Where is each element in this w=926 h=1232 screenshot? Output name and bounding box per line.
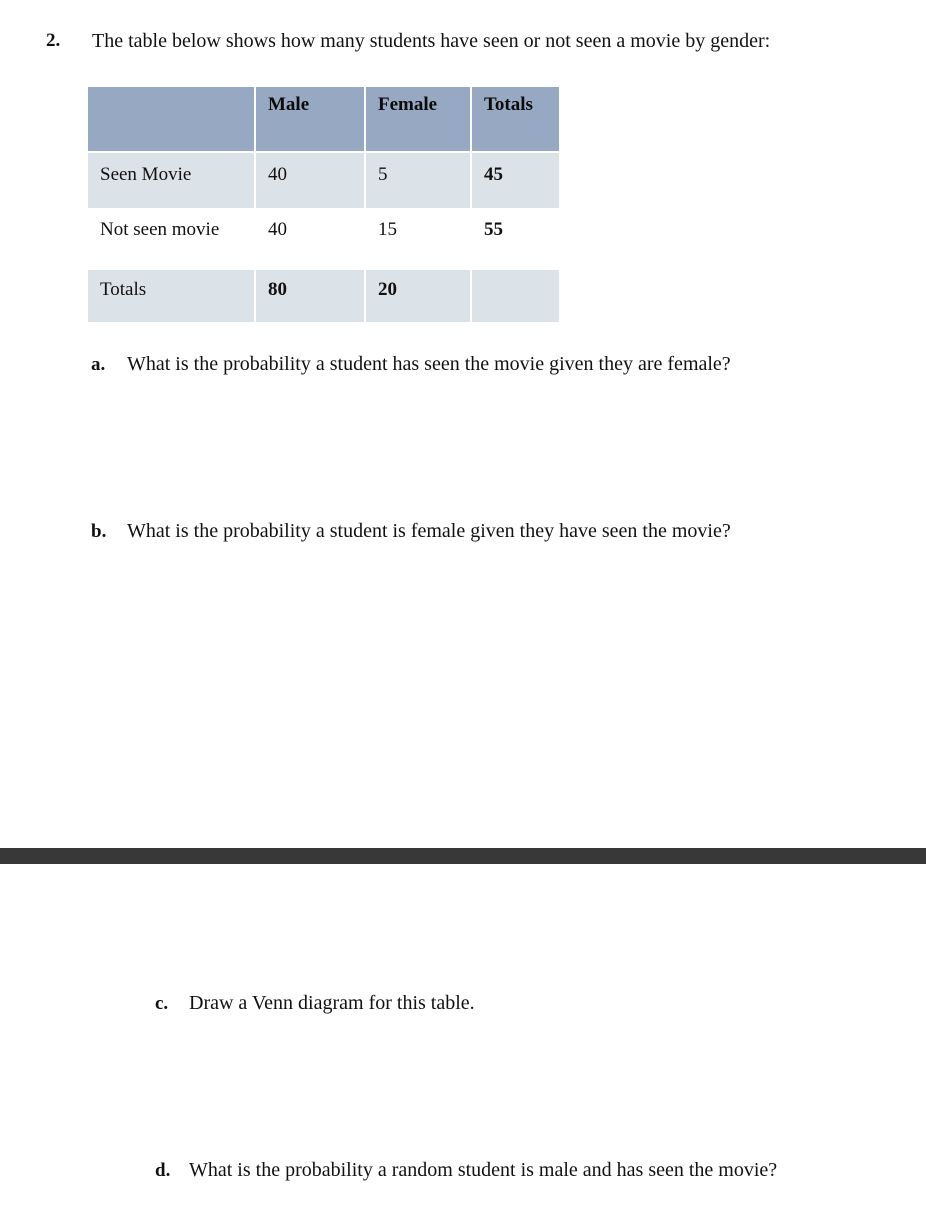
part-b-text: What is the probability a student is female given they have seen the movie? xyxy=(127,520,731,542)
cell-grand-total xyxy=(472,270,559,322)
cell-not-seen-total: 55 xyxy=(472,210,559,268)
cell-seen-female: 5 xyxy=(366,153,470,208)
table-row xyxy=(88,270,559,322)
row-label-not-seen-movie: Not seen movie xyxy=(88,210,254,268)
header-cell-empty xyxy=(88,87,254,151)
cell-seen-male: 40 xyxy=(256,153,364,208)
part-d-text: What is the probability a random student is male and has seen the movie? xyxy=(189,1159,778,1181)
cell-not-seen-male: 40 xyxy=(256,210,364,268)
question-number: 2. xyxy=(46,30,61,51)
part-c-text: Draw a Venn diagram for this table. xyxy=(189,992,475,1014)
row-label-totals: Totals xyxy=(88,270,254,322)
part-d-label: d. xyxy=(155,1160,171,1181)
cell-not-seen-female: 15 xyxy=(366,210,470,268)
header-cell-totals: Totals xyxy=(472,87,559,151)
table-header-row xyxy=(88,87,559,151)
page-divider xyxy=(0,848,926,864)
header-cell-female: Female xyxy=(366,87,470,151)
row-label-seen-movie: Seen Movie xyxy=(88,153,254,208)
part-a-text: What is the probability a student has seen the movie given they are female? xyxy=(127,353,731,375)
table-row xyxy=(88,210,559,268)
cell-total-female: 20 xyxy=(366,270,470,322)
table-row xyxy=(88,153,559,208)
cell-total-male: 80 xyxy=(256,270,364,322)
part-b-label: b. xyxy=(91,521,107,542)
header-cell-male: Male xyxy=(256,87,364,151)
cell-seen-total: 45 xyxy=(472,153,559,208)
question-text: The table below shows how many students have seen or not seen a movie by gender: xyxy=(92,30,771,52)
two-way-table xyxy=(86,85,561,324)
part-c-label: c. xyxy=(155,993,169,1014)
part-a-label: a. xyxy=(91,354,106,375)
